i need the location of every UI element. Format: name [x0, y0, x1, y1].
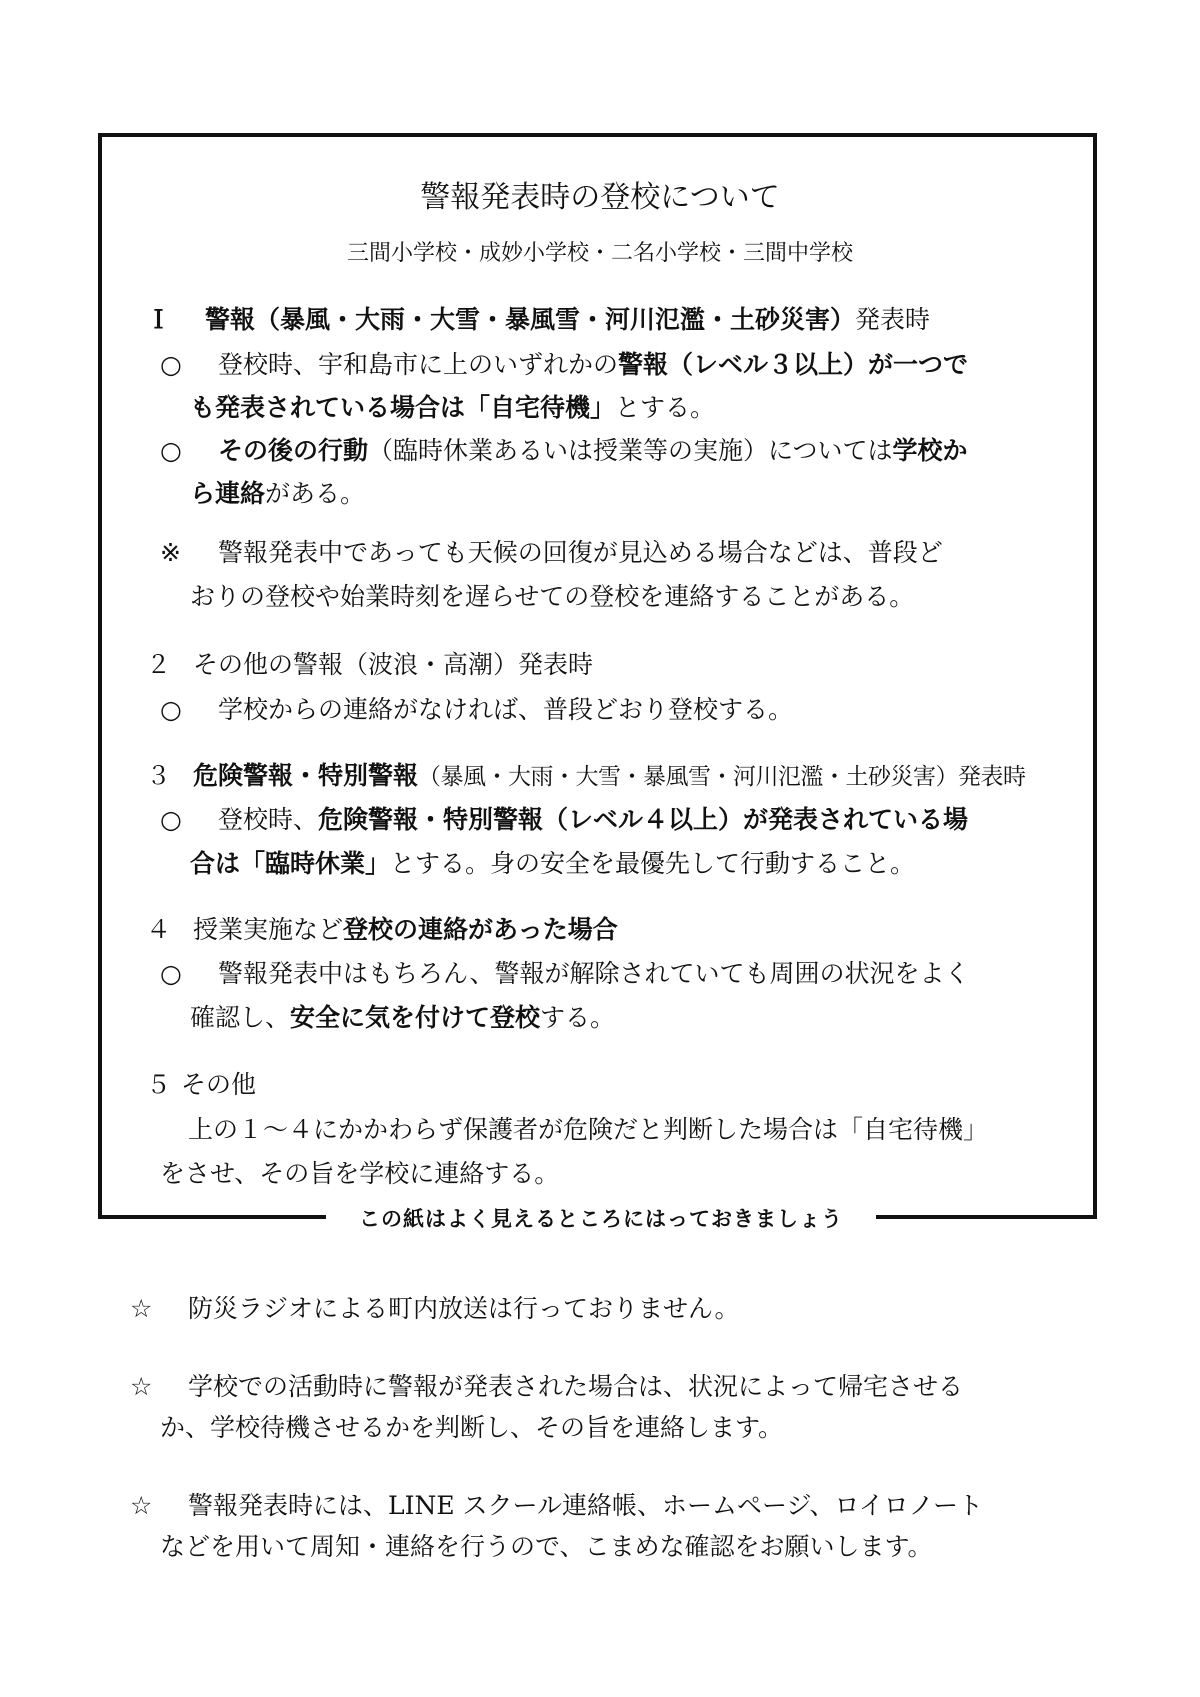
section-1-number: Ｉ	[146, 305, 172, 334]
section-3-heading: ３ 危険警報・特別警報（暴風・大雨・大雪・暴風雪・河川氾濫・土砂災害）発表時	[146, 761, 1026, 790]
star-icon: ☆	[130, 1294, 153, 1323]
section-1-item-1-line-2: も発表されている場合は「自宅待機」とする。	[190, 393, 716, 422]
section-5-number: ５	[146, 1070, 172, 1099]
circle-bullet-icon: ○	[160, 436, 182, 465]
section-1-note-line-2: おりの登校や始業時刻を遅らせての登校を連絡することがある。	[190, 582, 915, 611]
section-1-item-1-line-1: ○ 登校時、宇和島市に上のいずれかの警報（レベル３以上）が一つで	[160, 347, 968, 383]
bottom-note-2-line-2: か、学校待機させるかを判断し、その旨を連絡します。	[160, 1413, 784, 1442]
section-2-number: ２	[146, 650, 172, 679]
section-3-item-1-line-2: 合は「臨時休業」とする。身の安全を最優先して行動すること。	[190, 849, 916, 878]
circle-bullet-icon: ○	[160, 695, 182, 724]
section-3-number: ３	[146, 761, 172, 790]
bottom-note-1: ☆ 防災ラジオによる町内放送は行っておりません。	[130, 1290, 740, 1328]
post-note: この紙はよく見えるところにはっておきましょう	[326, 1205, 876, 1233]
bottom-note-3-line-1: ☆ 警報発表時には、LINE スクール連絡帳、ホームページ、ロイロノート	[130, 1487, 983, 1525]
circle-bullet-icon: ○	[160, 805, 182, 834]
section-3-item-1-line-1: ○ 登校時、危険警報・特別警報（レベル４以上）が発表されている場	[160, 802, 968, 838]
circle-bullet-icon: ○	[160, 959, 182, 988]
section-1-item-2-line-2: ら連絡がある。	[190, 479, 366, 508]
section-4-number: ４	[146, 915, 172, 944]
star-icon: ☆	[130, 1372, 153, 1401]
page-title: 警報発表時の登校について	[420, 180, 780, 215]
section-4-item-1-line-2: 確認し、安全に気を付けて登校する。	[190, 1003, 616, 1032]
section-1-title-tail: 発表時	[855, 305, 931, 334]
section-5-heading: ５ その他	[146, 1070, 257, 1099]
star-icon: ☆	[130, 1491, 153, 1520]
school-names: 三間小学校・成妙小学校・二名小学校・三間中学校	[346, 241, 853, 266]
section-2-item-1: ○ 学校からの連絡がなければ、普段どおり登校する。	[160, 692, 793, 728]
section-5-paragraph-line-1: 上の１～４にかかわらず保護者が危険だと判断した場合は「自宅待機」	[188, 1115, 989, 1144]
section-4-heading: ４ 授業実施など登校の連絡があった場合	[146, 915, 618, 944]
section-1-heading	[146, 302, 930, 338]
section-2-heading: ２ その他の警報（波浪・高潮）発表時	[146, 650, 594, 679]
reference-mark-icon: ※	[160, 538, 181, 567]
bottom-note-3-line-2: などを用いて周知・連絡を行うので、こまめな確認をお願いします。	[160, 1532, 933, 1561]
section-5-paragraph-line-2: をさせ、その旨を学校に連絡する。	[160, 1159, 560, 1188]
section-1-note-line-1: ※ 警報発表中であっても天候の回復が見込める場合などは、普段ど	[160, 535, 943, 571]
circle-bullet-icon: ○	[160, 350, 182, 379]
bottom-note-2-line-1: ☆ 学校での活動時に警報が発表された場合は、状況によって帰宅させる	[130, 1368, 963, 1406]
section-1-title: 警報（暴風・大雨・大雪・暴風雪・河川氾濫・土砂災害）	[205, 305, 856, 334]
section-1-item-2-line-1: ○ その後の行動（臨時休業あるいは授業等の実施）については学校か	[160, 433, 968, 469]
section-4-item-1-line-1: ○ 警報発表中はもちろん、警報が解除されていても周囲の状況をよく	[160, 956, 970, 992]
